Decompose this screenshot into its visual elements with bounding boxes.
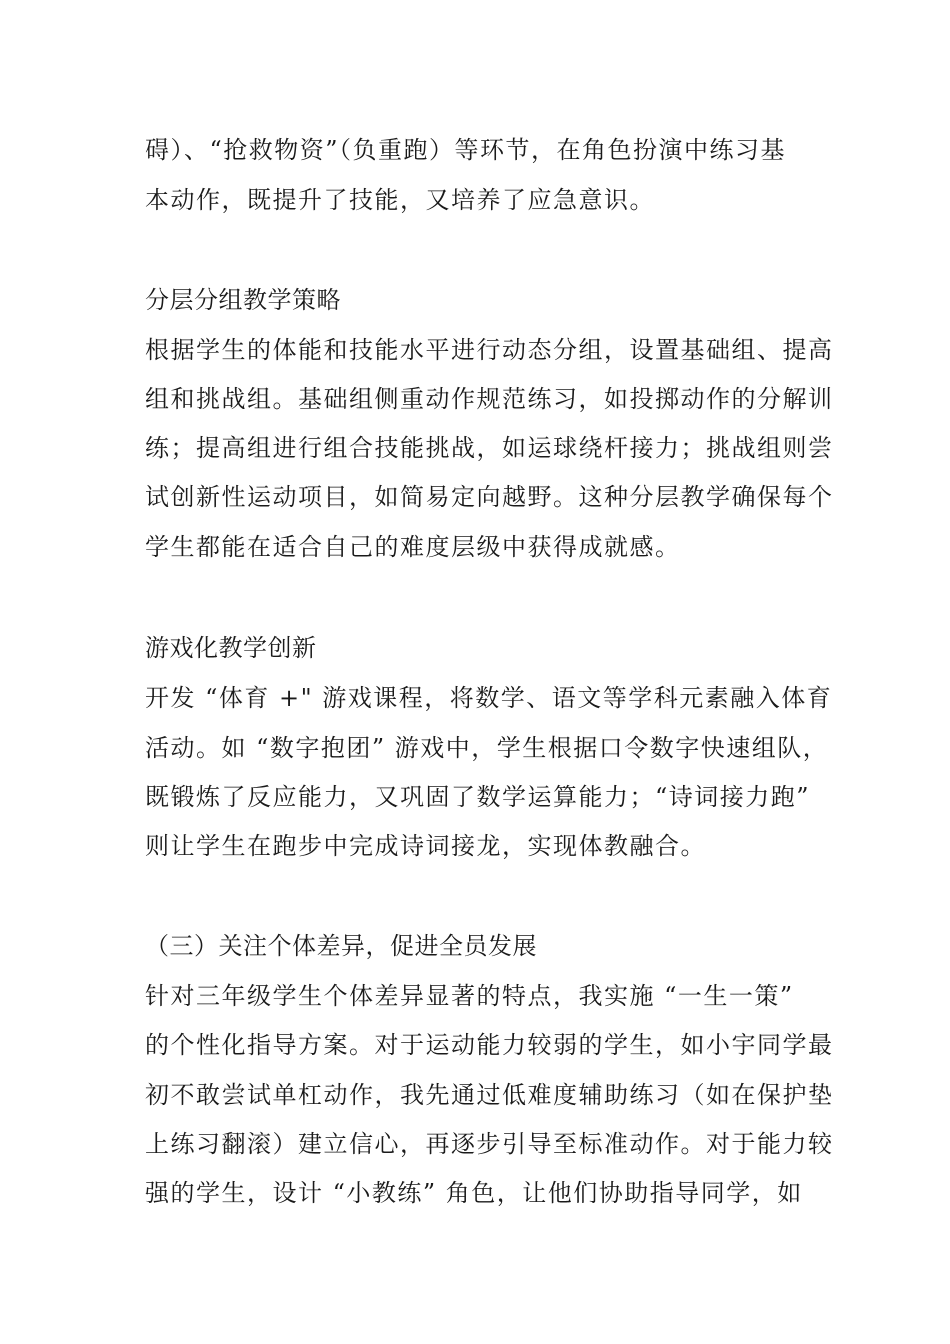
paragraph-line: 活动。如 “数字抱团” 游戏中，学生根据口令数字快速组队， (145, 734, 829, 762)
paragraph-line: 试创新性运动项目，如简易定向越野。这种分层教学确保每个 (145, 483, 834, 511)
paragraph-line: 既锻炼了反应能力，又巩固了数学运算能力；“诗词接力跑” (145, 783, 811, 811)
paragraph-line: 学生都能在适合自己的难度层级中获得成就感。 (145, 533, 681, 561)
paragraph-line: 强的学生，设计 “小教练” 角色，让他们协助指导同学，如 (145, 1179, 803, 1207)
section-heading: （三）关注个体差异，促进全员发展 (145, 932, 537, 960)
paragraph-line: 碍）、“抢救物资”（负重跑）等环节，在角色扮演中练习基 (145, 136, 787, 164)
paragraph-line: 本动作，既提升了技能，又培养了应急意识。 (145, 186, 655, 214)
paragraph-line: 练；提高组进行组合技能挑战，如运球绕杆接力；挑战组则尝 (145, 434, 834, 462)
paragraph-line: 开发 “体育 +" 游戏课程，将数学、语文等学科元素融入体育 (145, 684, 833, 712)
paragraph-line: 的个性化指导方案。对于运动能力较弱的学生，如小宇同学最 (145, 1031, 834, 1059)
section-heading: 游戏化教学创新 (145, 634, 317, 662)
paragraph-line: 根据学生的体能和技能水平进行动态分组，设置基础组、提高 (145, 336, 834, 364)
paragraph-line: 则让学生在跑步中完成诗词接龙，实现体教融合。 (145, 832, 706, 860)
paragraph-line: 上练习翻滚）建立信心，再逐步引导至标准动作。对于能力较 (145, 1130, 834, 1158)
paragraph-line: 初不敢尝试单杠动作，我先通过低难度辅助练习（如在保护垫 (145, 1081, 834, 1109)
paragraph-line: 组和挑战组。基础组侧重动作规范练习，如投掷动作的分解训 (145, 385, 834, 413)
paragraph-line: 针对三年级学生个体差异显著的特点，我实施 “一生一策” (145, 982, 794, 1010)
section-heading: 分层分组教学策略 (145, 286, 341, 314)
